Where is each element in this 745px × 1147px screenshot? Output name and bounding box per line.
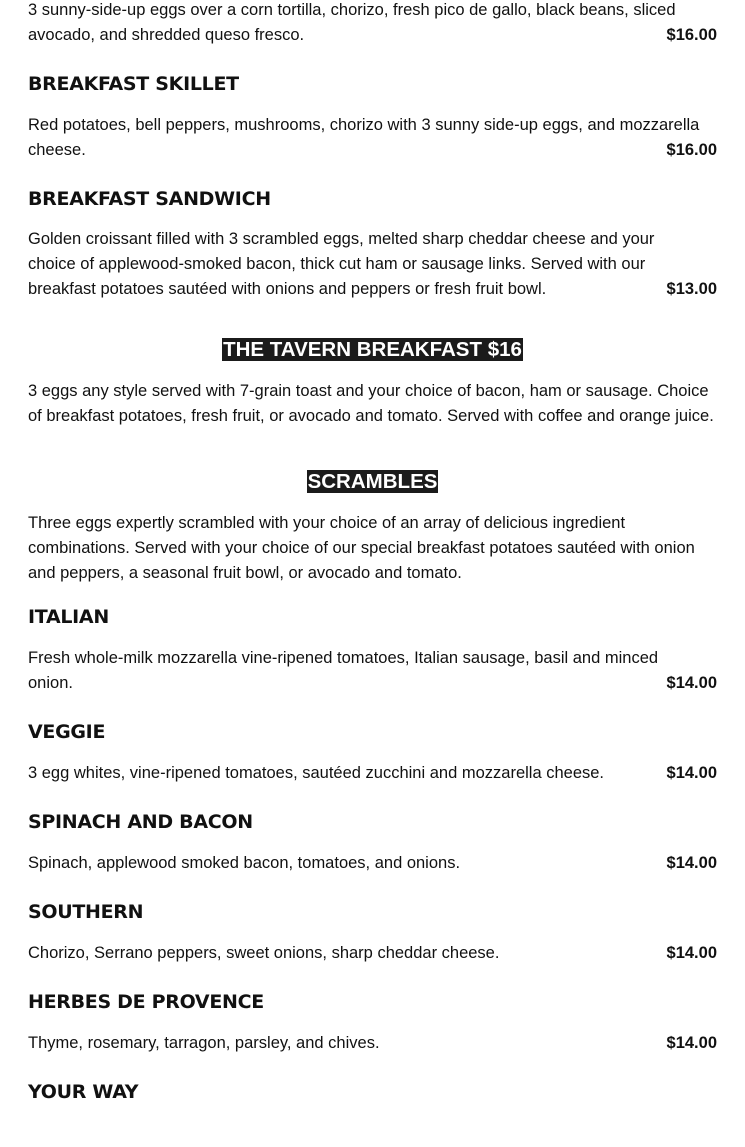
menu-item-name: BREAKFAST SKILLET [28, 73, 239, 95]
breakfast-menu [28, 0, 717, 1121]
section-heading [28, 467, 717, 495]
section-description: 3 eggs any style served with 7-grain toast and your choice of bacon, ham or sausage. Choice of breakfast potatoes, fresh fruit, or avocado and tomato. Served with coffee and orange juice. [28, 382, 714, 425]
menu-item-price: $14.00 [666, 764, 717, 782]
menu-item [28, 605, 717, 696]
menu-item-row [28, 851, 717, 876]
menu-item [28, 187, 717, 302]
menu-item-name: ITALIAN [28, 606, 109, 628]
menu-item [28, 720, 717, 786]
menu-item-price: $16.00 [666, 141, 717, 159]
tavern-breakfast-section [28, 335, 717, 429]
section-heading [28, 335, 717, 363]
menu-item-name: BREAKFAST SANDWICH [28, 188, 271, 210]
menu-item-row [28, 227, 717, 302]
menu-item-description: 3 egg whites, vine-ripened tomatoes, sautéed zucchini and mozzarella cheese. [28, 764, 605, 782]
menu-item-description: Fresh whole-milk mozzarella vine-ripened tomatoes, Italian sausage, basil and minced onion. [28, 649, 659, 692]
menu-item-description: 3 sunny-side-up eggs over a corn tortilla, chorizo, fresh pico de gallo, black beans, sliced avocado, and shredded queso fresco. [28, 1, 676, 44]
menu-item [28, 810, 717, 876]
menu-item-name: YOUR WAY [28, 1081, 139, 1103]
menu-item-row [28, 0, 717, 48]
menu-item [28, 0, 717, 48]
menu-item-price: $13.00 [666, 280, 717, 298]
menu-item-price: $14.00 [666, 944, 717, 962]
menu-item-price: $14.00 [666, 1034, 717, 1052]
menu-item-row [28, 761, 717, 786]
menu-item-description: Spinach, applewood smoked bacon, tomatoes, and onions. [28, 854, 461, 872]
menu-item [28, 1080, 717, 1104]
menu-item-name: VEGGIE [28, 721, 106, 743]
menu-item-row [28, 113, 717, 163]
menu-item-price: $14.00 [666, 674, 717, 692]
scrambles-heading: SCRAMBLES [307, 470, 438, 493]
menu-item-row [28, 941, 717, 966]
menu-item-name: SOUTHERN [28, 901, 144, 923]
tavern-breakfast-heading: THE TAVERN BREAKFAST $16 [223, 338, 522, 361]
menu-item [28, 900, 717, 966]
scrambles-section [28, 467, 717, 586]
menu-item-description: Thyme, rosemary, tarragon, parsley, and chives. [28, 1034, 380, 1052]
menu-item-price: $14.00 [666, 854, 717, 872]
menu-item-name: HERBES DE PROVENCE [28, 991, 264, 1013]
menu-item-description: Red potatoes, bell peppers, mushrooms, chorizo with 3 sunny side-up eggs, and mozzarella cheese. [28, 116, 700, 159]
section-description: Three eggs expertly scrambled with your choice of an array of delicious ingredient combinations. Served with your choice of our special breakfast potatoes sautéed with onion and peppers, a seasonal fruit bowl, or avocado and tomato. [28, 514, 695, 582]
menu-item-description: Chorizo, Serrano peppers, sweet onions, sharp cheddar cheese. [28, 944, 500, 962]
menu-item-row [28, 1031, 717, 1056]
menu-item [28, 72, 717, 163]
menu-item-name: SPINACH AND BACON [28, 811, 253, 833]
menu-item-price: $16.00 [666, 26, 717, 44]
menu-item-row [28, 646, 717, 696]
menu-item [28, 990, 717, 1056]
menu-item-description: Golden croissant filled with 3 scrambled eggs, melted sharp cheddar cheese and your choice of applewood-smoked bacon, thick cut ham or sausage links. Served with our breakfast potatoes sautéed with onions and peppers or fresh fruit bowl. [28, 230, 655, 298]
